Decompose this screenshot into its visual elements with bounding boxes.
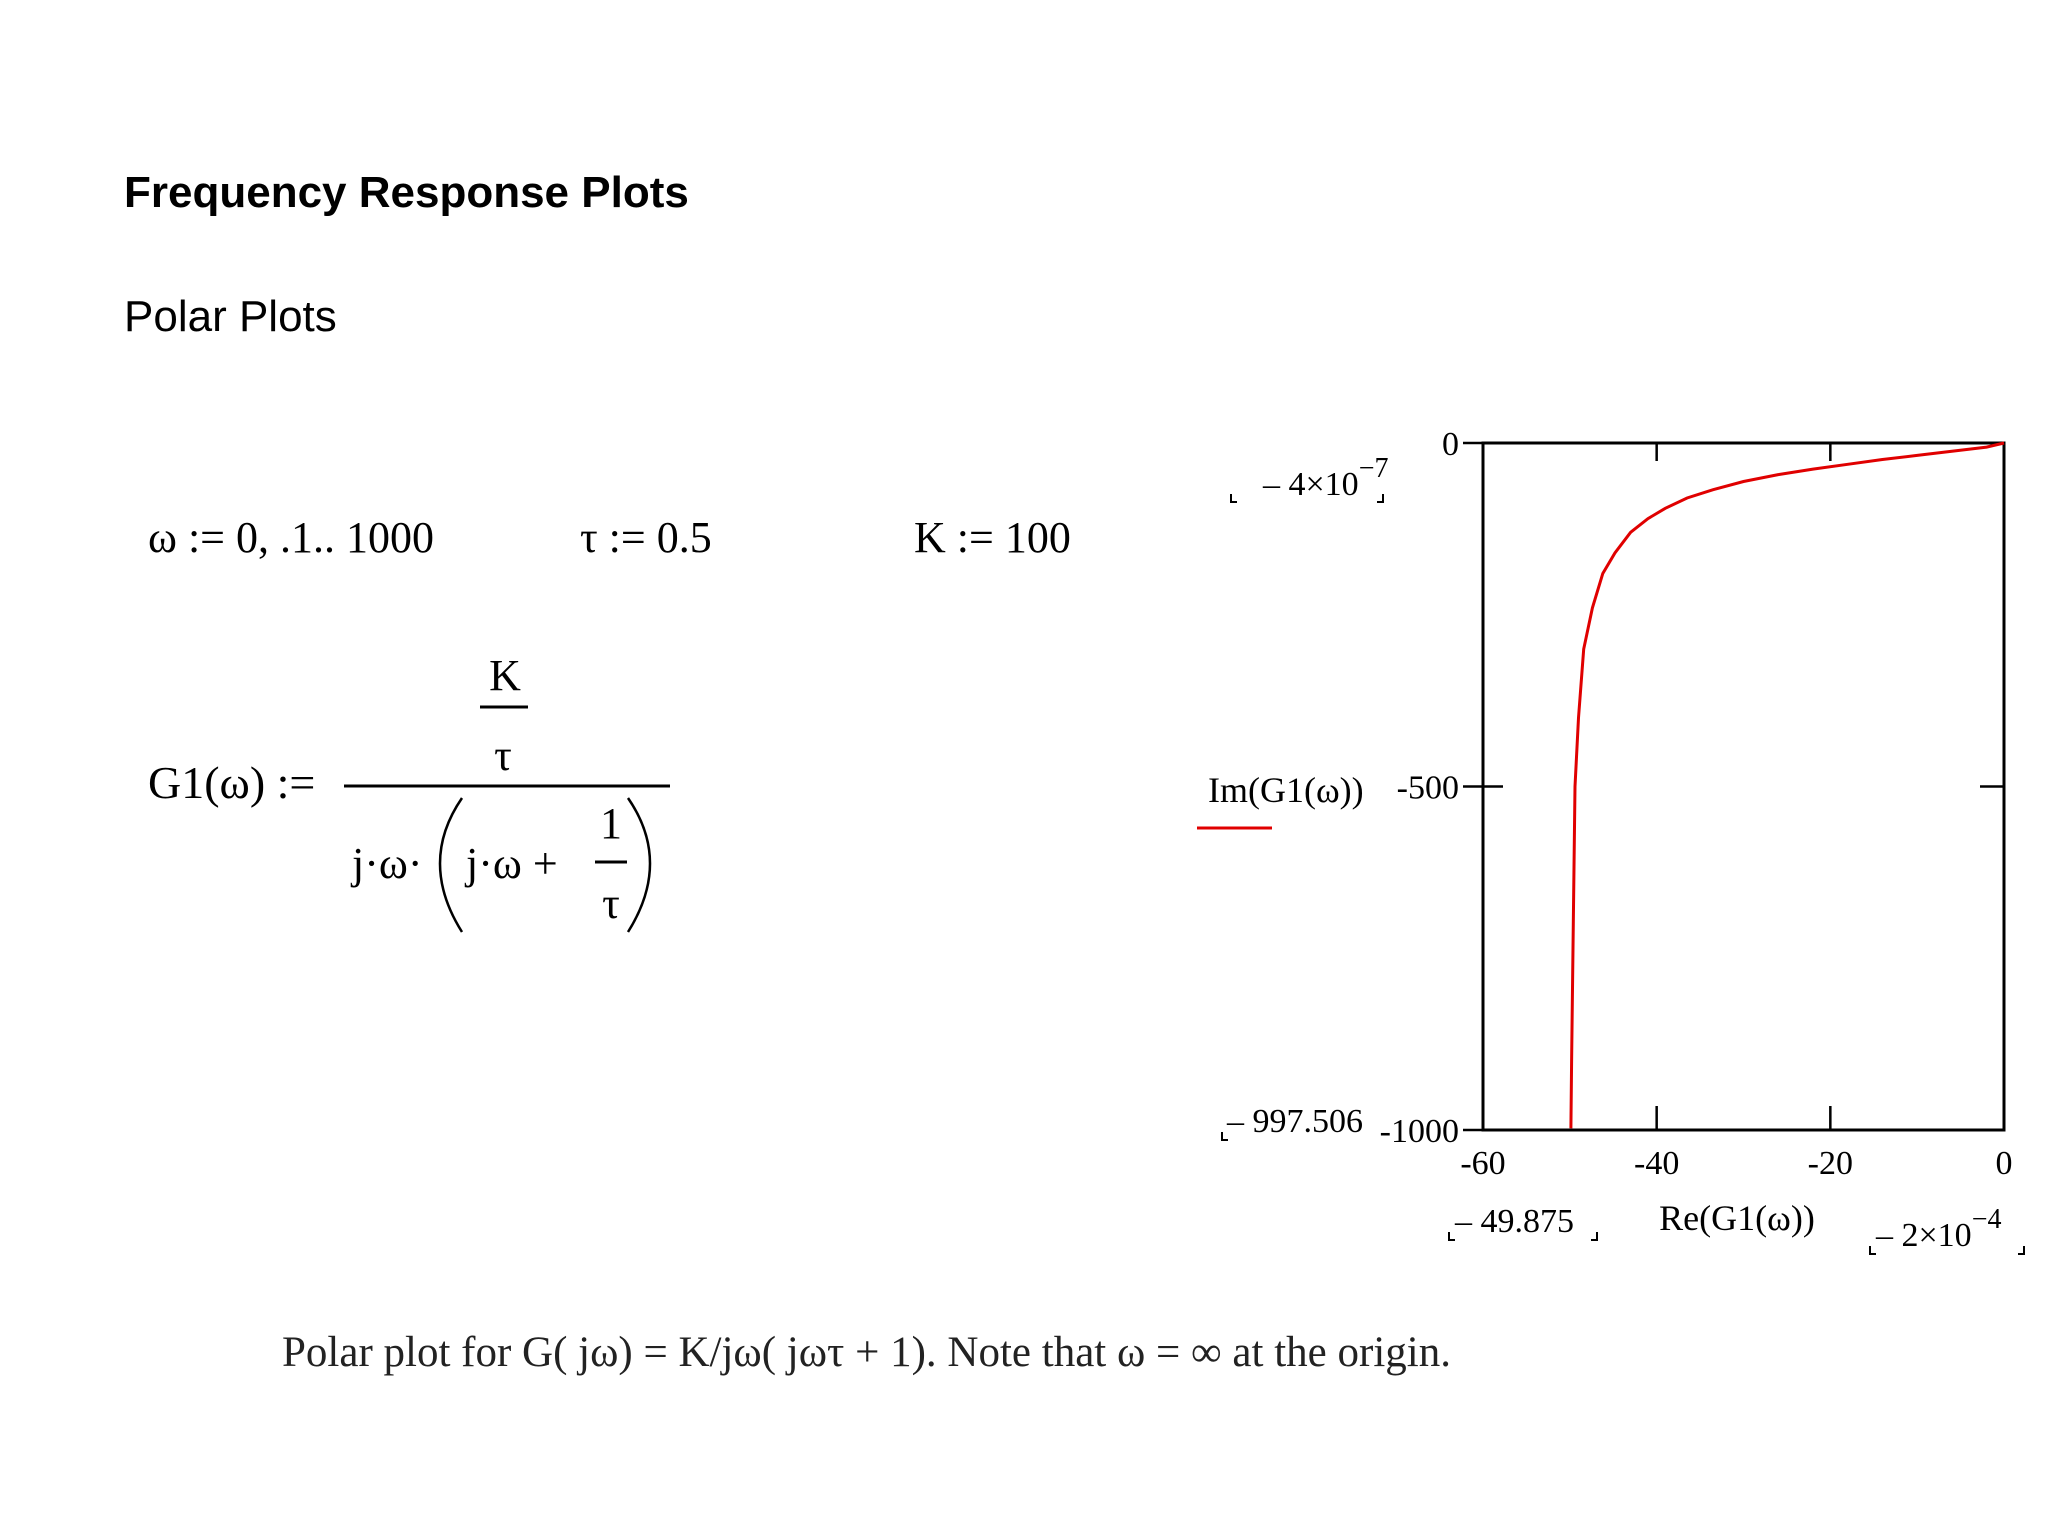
y-axis-label: Im(G1(ω)) bbox=[1208, 770, 1364, 810]
x-min-range-label: – 49.875 bbox=[1455, 1203, 1574, 1240]
y-min-range-label: – 997.506 bbox=[1227, 1103, 1363, 1140]
num-top: K bbox=[489, 651, 521, 700]
plot-frame bbox=[1483, 443, 2004, 1130]
x-tick-label: -40 bbox=[1634, 1145, 1680, 1182]
y-max-range-label: – $4\times 10^{-7}$ bbox=[1263, 453, 1389, 503]
slide-title: Frequency Response Plots bbox=[124, 168, 689, 217]
x-axis-label: Re(G1(ω)) bbox=[1659, 1198, 1815, 1238]
x-tick-label: 0 bbox=[1995, 1145, 2013, 1182]
y-tick-label: 0 bbox=[1442, 426, 1459, 463]
plot-ticks bbox=[1380, 426, 2013, 1182]
omega-definition: ω := 0, .1.. 1000 bbox=[148, 513, 434, 562]
k-definition: K := 100 bbox=[914, 513, 1071, 562]
g1-lhs: G1(ω) := bbox=[148, 757, 316, 808]
num-bottom: τ bbox=[494, 731, 512, 780]
x-tick-label: -20 bbox=[1807, 1145, 1853, 1182]
den-inner: j·ω + bbox=[466, 839, 558, 888]
x-max-range-label: – $2\times 10^{-4}$ bbox=[1876, 1204, 2002, 1254]
den-prefix: j·ω· bbox=[352, 839, 423, 888]
slide-subtitle: Polar Plots bbox=[124, 292, 337, 341]
x-tick-label: -60 bbox=[1460, 1145, 1506, 1182]
plot-border bbox=[1483, 443, 2004, 1130]
y-tick-label: -1000 bbox=[1379, 1113, 1459, 1150]
den-frac-top: 1 bbox=[600, 799, 622, 848]
den-frac-bottom: τ bbox=[602, 879, 620, 928]
plot-series bbox=[1571, 443, 2004, 1128]
figure-caption: Polar plot for G( jω) = K/jω( jωτ + 1). Note that ω = ∞ at the origin. bbox=[282, 1329, 1451, 1376]
tau-definition: τ := 0.5 bbox=[580, 513, 712, 562]
y-tick-label: -500 bbox=[1396, 769, 1459, 807]
series-line bbox=[1571, 443, 2004, 1128]
